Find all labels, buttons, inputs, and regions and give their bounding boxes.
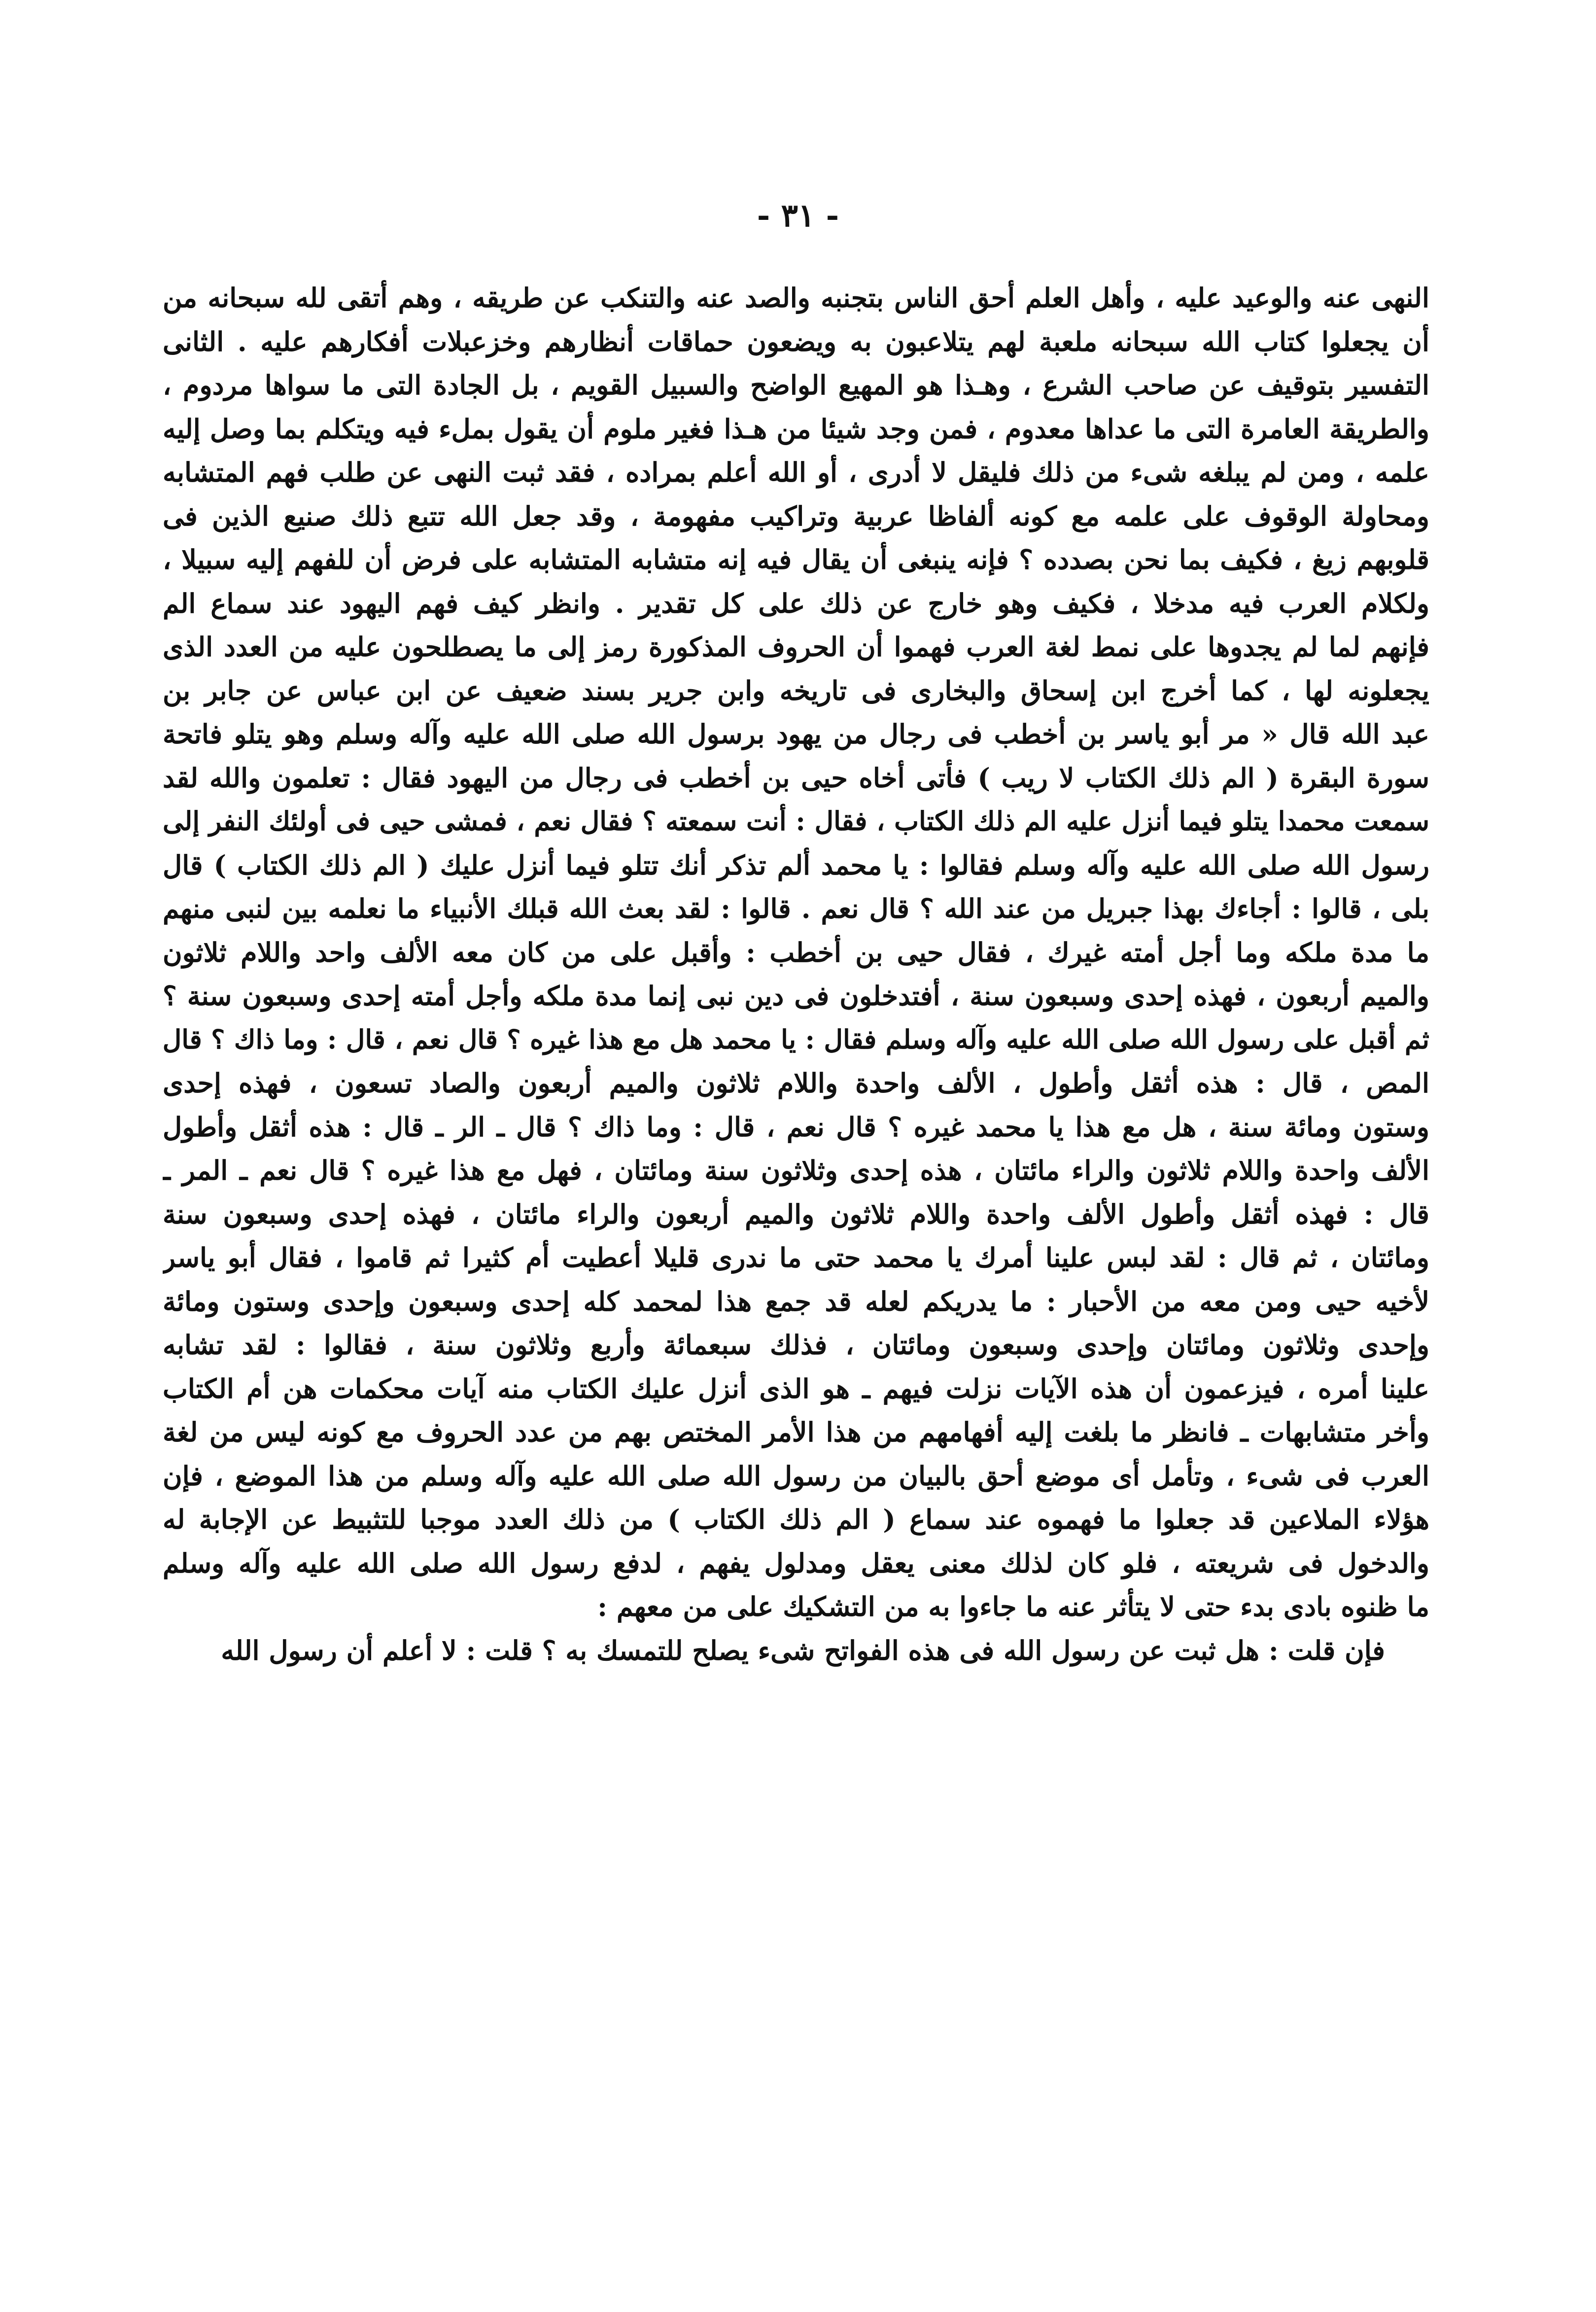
text-line-1: النهى عنه والوعيد عليه ، وأهل العلم أحق الناس بتجنبه والصد عنه والتنكب عن طريقه ، وهم أتقى لله سبحانه من bbox=[163, 282, 1429, 314]
text-line-2: أن يجعلوا كتاب الله سبحانه ملعبة لهم يتلاعبون به ويضعون حماقات أنظارهم وخزعبلات أفكارهم عليه . الثانى bbox=[163, 325, 1429, 357]
text-line-9: فإنهم لما لم يجدوها على نمط لغة العرب فهموا أن الحروف المذكورة رمز إلى ما يصطلحون عليه من العدد الذى bbox=[163, 631, 1429, 663]
text-line-23: ومائتان ، ثم قال : لقد لبس علينا أمرك يا محمد حتى ما ندرى قليلا أعطيت أم كثيرا ثم قاموا ، فقال أبو ياسر bbox=[163, 1242, 1429, 1273]
text-line-4: والطريقة العامرة التى ما عداها معدوم ، فمن وجد شيئا من هـذا فغير ملوم أن يقول بملء فيه ويتكلم بما وصل إليه bbox=[163, 413, 1429, 445]
text-line-7: قلوبهم زيغ ، فكيف بما نحن بصدده ؟ فإنه ينبغى أن يقال فيه إنه متشابه المتشابه على فرض أن للفهم إليه سبيلا ، bbox=[163, 544, 1429, 575]
text-line-29: هؤلاء الملاعين قد جعلوا ما فهموه عند سماع ( الم ذلك الكتاب ) من ذلك العدد موجبا للتثبيط عن الإجابة له bbox=[163, 1504, 1429, 1535]
text-line-26: علينا أمره ، فيزعمون أن هذه الآيات نزلت فيهم ـ هو الذى أنزل عليك الكتاب منه آيات محكمات هن أم الكتاب bbox=[163, 1372, 1429, 1404]
text-line-6: ومحاولة الوقوف على علمه مع كونه ألفاظا عربية وتراكيب مفهومة ، وقد جعل الله تتبع ذلك صنيع الذين فى bbox=[163, 500, 1429, 532]
text-line-13: سمعت محمدا يتلو فيما أنزل عليه الم ذلك الكتاب ، فقال : أنت سمعته ؟ فقال نعم ، فمشى حيى فى أولئك النفر إلى bbox=[163, 806, 1429, 837]
text-line-28: العرب فى شىء ، وتأمل أى موضع أحق بالبيان من رسول الله صلى الله عليه وآله وسلم من هذا الموضع ، فإن bbox=[163, 1460, 1429, 1492]
text-line-27: وأخر متشابهات ـ فانظر ما بلغت إليه أفهامهم من هذا الأمر المختص بهم من عدد الحروف مع كونه ليس من لغة bbox=[163, 1416, 1429, 1448]
text-line-12: سورة البقرة ( الم ذلك الكتاب لا ريب ) فأتى أخاه حيى بن أخطب فى رجال من اليهود فقال : تعلمون والله لقد bbox=[163, 762, 1429, 794]
text-line-3: التفسير بتوقيف عن صاحب الشرع ، وهـذا هو المهيع الواضح والسبيل القويم ، بل الجادة التى ما سواها مردوم ، bbox=[163, 369, 1429, 401]
page-number: - ٣١ - bbox=[757, 197, 839, 234]
text-line-24: لأخيه حيى ومن معه من الأحبار : ما يدريكم لعله قد جمع هذا لمحمد كله إحدى وسبعون وإحدى وستون ومائة bbox=[163, 1285, 1429, 1317]
text-line-22: قال : فهذه أثقل وأطول الألف واحدة واللام ثلاثون والميم أربعون والراء مائتان ، فهذه إحدى وسبعون سنة bbox=[163, 1198, 1429, 1230]
text-line-20: وستون ومائة سنة ، هل مع هذا يا محمد غيره ؟ قال نعم ، قال : وما ذاك ؟ قال ـ الر ـ قال : هذه أثقل وأطول bbox=[163, 1111, 1429, 1143]
text-line-14: رسول الله صلى الله عليه وآله وسلم فقالوا : يا محمد ألم تذكر أنك تتلو فيما أنزل عليك ( الم ذلك الكتاب ) قال bbox=[163, 849, 1429, 881]
text-line-15: بلى ، قالوا : أجاءك بهذا جبريل من عند الله ؟ قال نعم . قالوا : لقد بعث الله قبلك الأنبياء ما نعلمه بين لنبى منهم bbox=[163, 893, 1429, 924]
body-text bbox=[163, 276, 1429, 1672]
text-line-10: يجعلونه لها ، كما أخرج ابن إسحاق والبخارى فى تاريخه وابن جرير بسند ضعيف عن ابن عباس عن جابر بن bbox=[163, 674, 1429, 706]
text-line-17: والميم أربعون ، فهذه إحدى وسبعون سنة ، أفتدخلون فى دين نبى إنما مدة ملكه وأجل أمته إحدى وسبعون سنة ؟ bbox=[163, 980, 1429, 1012]
text-line-31: ما ظنوه بادى بدء حتى لا يتأثر عنه ما جاءوا به من التشكيك على من معهم : bbox=[597, 1591, 1429, 1622]
text-line-11: عبد الله قال « مر أبو ياسر بن أخطب فى رجال من يهود برسول الله صلى الله عليه وآله وسلم وهو يتلو فاتحة bbox=[163, 718, 1429, 750]
text-line-25: وإحدى وثلاثون ومائتان وإحدى وسبعون ومائتان ، فذلك سبعمائة وأربع وثلاثون سنة ، فقالوا : لقد تشابه bbox=[163, 1329, 1429, 1361]
text-line-16: ما مدة ملكه وما أجل أمته غيرك ، فقال حيى بن أخطب : وأقبل على من كان معه الألف واحد واللام ثلاثون bbox=[163, 936, 1429, 968]
text-line-21: الألف واحدة واللام ثلاثون والراء مائتان ، هذه إحدى وثلاثون سنة ومائتان ، فهل مع هذا غيره ؟ قال نعم ـ المر ـ bbox=[163, 1155, 1429, 1186]
text-line-5: علمه ، ومن لم يبلغه شىء من ذلك فليقل لا أدرى ، أو الله أعلم بمراده ، فقد ثبت النهى عن طلب فهم المتشابه bbox=[163, 456, 1429, 488]
text-line-30: والدخول فى شريعته ، فلو كان لذلك معنى يعقل ومدلول يفهم ، لدفع رسول الله صلى الله عليه وآله وسلم bbox=[163, 1547, 1429, 1579]
text-line-32: فإن قلت : هل ثبت عن رسول الله فى هذه الفواتح شىء يصلح للتمسك به ؟ قلت : لا أعلم أن رسول الله bbox=[221, 1634, 1385, 1666]
text-line-19: المص ، قال : هذه أثقل وأطول ، الألف واحدة واللام ثلاثون والميم أربعون والصاد تسعون ، فهذه إحدى bbox=[163, 1067, 1429, 1099]
text-line-8: ولكلام العرب فيه مدخلا ، فكيف وهو خارج عن ذلك على كل تقدير . وانظر كيف فهم اليهود عند سماع الم bbox=[163, 587, 1429, 619]
text-line-18: ثم أقبل على رسول الله صلى الله عليه وآله وسلم فقال : يا محمد هل مع هذا غيره ؟ قال نعم ، قال : وما ذاك ؟ قال bbox=[163, 1024, 1429, 1055]
